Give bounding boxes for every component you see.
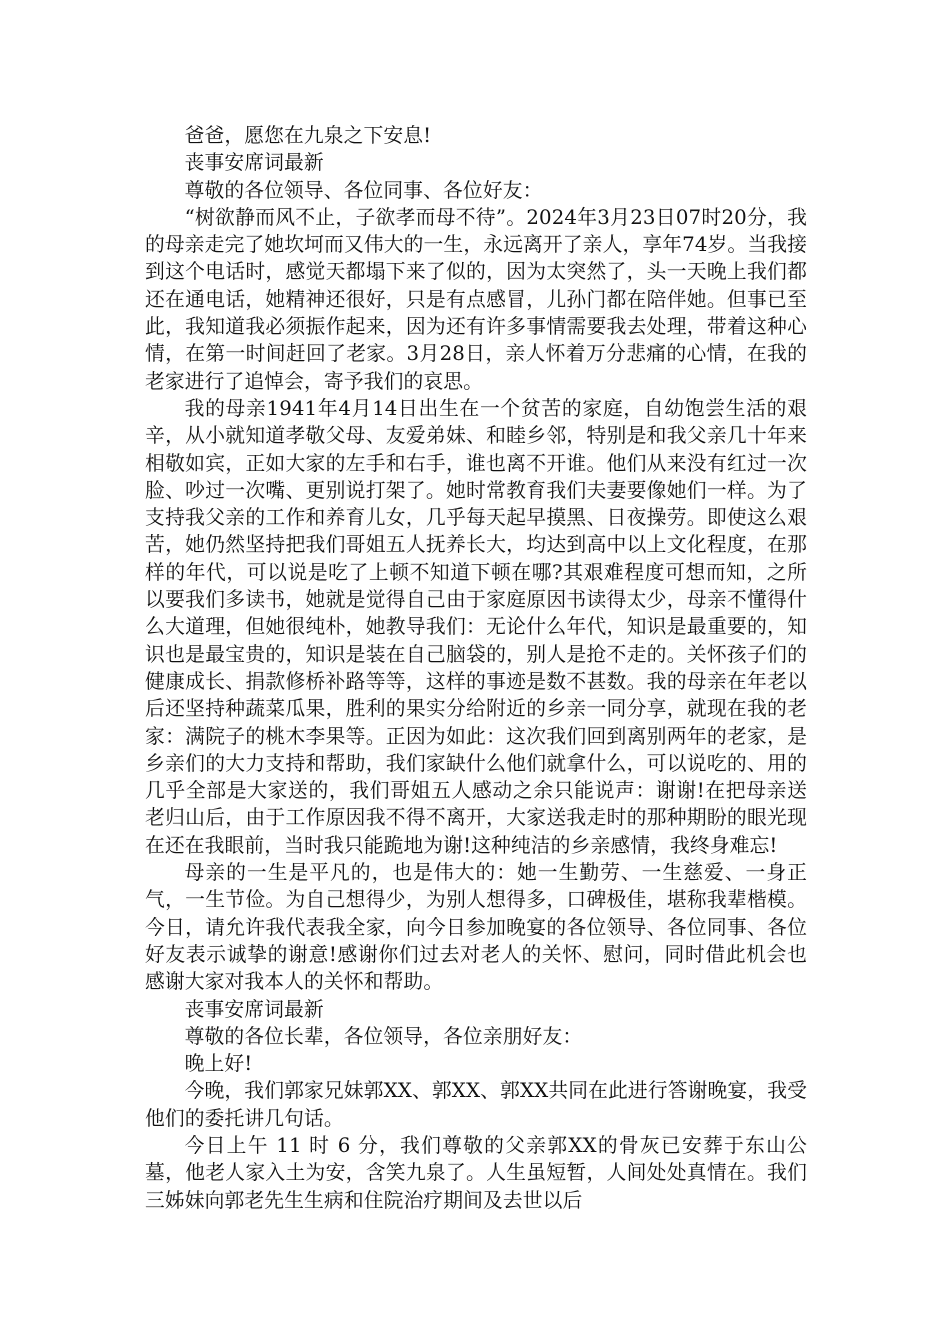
greeting: 晚上好! (184, 1052, 253, 1076)
paragraph-burial: 今日上午 11 时 6 分，我们尊敬的父亲郭XX的骨灰已安葬于东山公墓，他老人家入土为安，含笑九泉了。人生虽短暂，人间处处真情在。我们三姊妹向郭老先生生病和住院治疗期间及去世以后 (145, 1133, 807, 1212)
paragraph-mother-passing: “树欲静而风不止，子欲孝而母不待”。2024年3月23日07时20分，我的母亲走完了她坎坷而又伟大的一生，永远离开了亲人，享年74岁。当我接到这个电话时，感觉天都塌下来了似的，因为太突然了，头一天晚上我们都还在通电话，她精神还很好，只是有点感冒，儿孙门都在陪伴她。但事已至此，我知道我必须振作起来，因为还有许多事情需要我去处理，带着这种心情，在第一时间赶回了老家。3月28日，亲人怀着万分悲痛的心情，在我的老家进行了追悼会，寄予我们的哀思。 (145, 205, 807, 393)
paragraph-mother-life: 我的母亲1941年4月14日出生在一个贫苦的家庭，自幼饱尝生活的艰辛，从小就知道孝敬父母、友爱弟妹、和睦乡邻，特别是和我父亲几十年来相敬如宾，正如大家的左手和右手，谁也离不开谁。他们从来没有红过一次脸、吵过一次嘴、更别说打架了。她时常教育我们夫妻要像她们一样。为了支持我父亲的工作和养育儿女，几乎每天起早摸黑、日夜操劳。即使这么艰苦，她仍然坚持把我们哥姐五人抚养长大，均达到高中以上文化程度，在那样的年代，可以说是吃了上顿不知道下顿在哪?其艰难程度可想而知，之所以要我们多读书，她就是觉得自己由于家庭原因书读得太少，母亲不懂得什么大道理，但她很纯朴，她教导我们：无论什么年代，知识是最重要的，知识也是最宝贵的，知识是装在自己脑袋的，别人是抢不走的。关怀孩子们的健康成长、捐款修桥补路等等，这样的事迹是数不甚数。我的母亲在年老以后还坚持种蔬菜瓜果，胜利的果实分给附近的乡亲一同分享，就现在我的老家：满院子的桃木李果等。正因为如此：这次我们回到离别两年的老家，是乡亲们的大力支持和帮助，我们家缺什么他们就拿什么，可以说吃的、用的几乎全部是大家送的，我们哥姐五人感动之余只能说声：谢谢!在把母亲送老归山后，由于工作原因我不得不离开，大家送我走时的那种期盼的眼光现在还在我眼前，当时我只能跪地为谢!这种纯洁的乡亲感情，我终身难忘! (145, 396, 807, 857)
paragraph-thanks: 母亲的一生是平凡的，也是伟大的：她一生勤劳、一生慈爱、一身正气，一生节俭。为自己想得少，为别人想得多，口碑极佳，堪称我辈楷模。今日，请允许我代表我全家，向今日参加晚宴的各位领导、各位同事、各位好友表示诚挚的谢意!感谢你们过去对老人的关怀、慰问，同时借此机会也感谢大家对我本人的关怀和帮助。 (145, 861, 807, 994)
salutation-1: 尊敬的各位领导、各位同事、各位好友： (184, 178, 543, 202)
section-heading-2: 丧事安席词最新 (184, 997, 324, 1021)
document-body (145, 122, 807, 1214)
section-heading-1: 丧事安席词最新 (184, 151, 324, 175)
salutation-2: 尊敬的各位长辈，各位领导，各位亲朋好友： (184, 1024, 583, 1048)
paragraph-farewell-father: 爸爸，愿您在九泉之下安息! (184, 124, 432, 147)
paragraph-banquet: 今晚，我们郭家兄妹郭XX、郭XX、郭XX共同在此进行答谢晚宴，我受他们的委托讲几句话。 (145, 1079, 807, 1130)
